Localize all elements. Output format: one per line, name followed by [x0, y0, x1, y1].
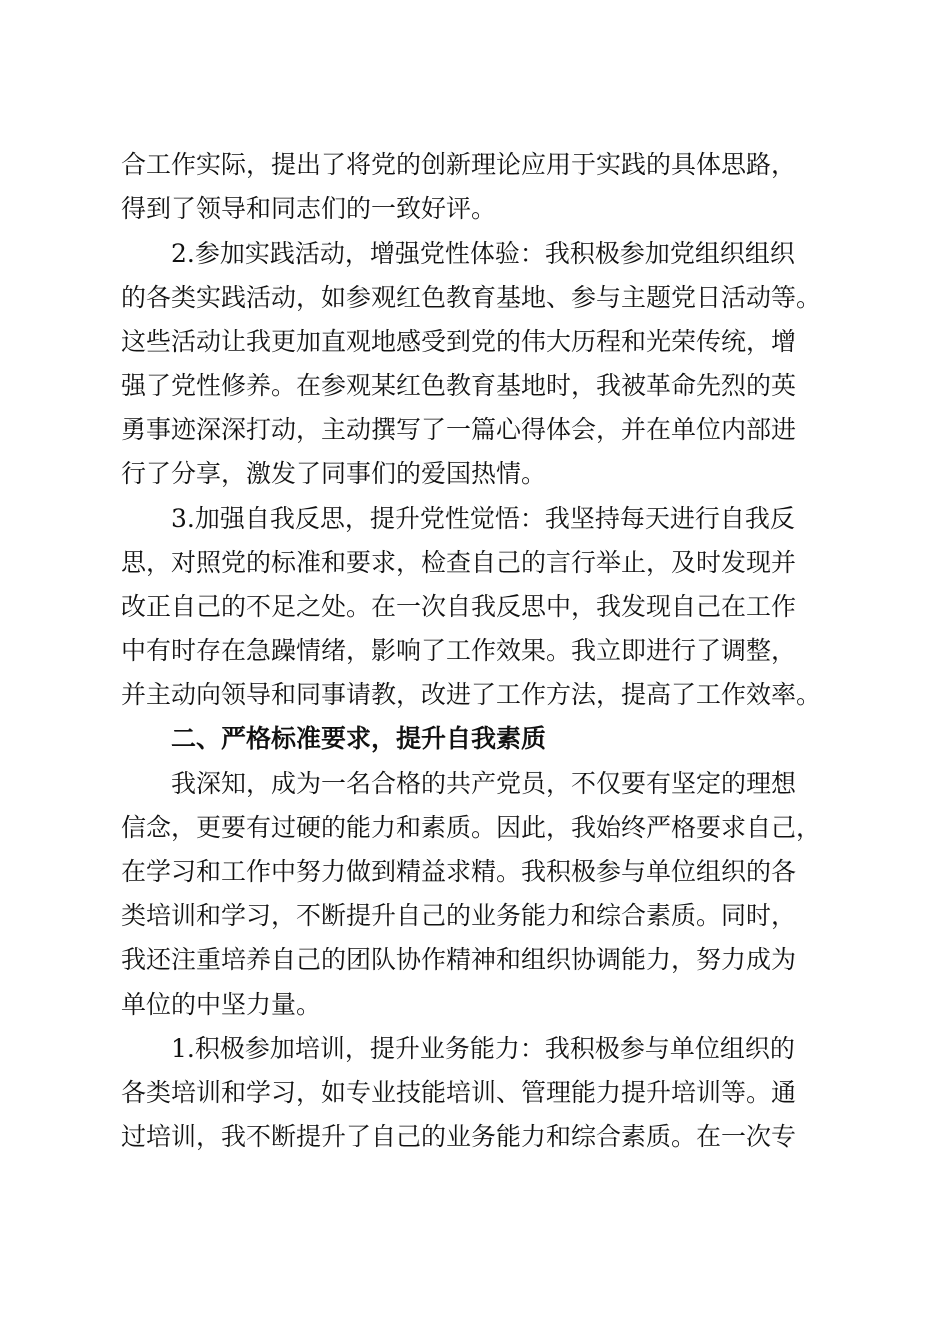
- section-heading: 二、严格标准要求，提升自我素质: [171, 724, 547, 753]
- text-line: 2.参加实践活动，增强党性体验：我积极参加党组织组织: [171, 239, 795, 268]
- text-line: 我深知，成为一名合格的共产党员，不仅要有坚定的理想: [171, 769, 797, 798]
- text-line: 得到了领导和同志们的一致好评。: [121, 194, 497, 223]
- text-line: 类培训和学习，不断提升自己的业务能力和综合素质。同时，: [121, 901, 797, 930]
- text-line: 思，对照党的标准和要求，检查自己的言行举止，及时发现并: [121, 548, 797, 577]
- text-line: 单位的中坚力量。: [121, 990, 322, 1019]
- text-line: 这些活动让我更加直观地感受到党的伟大历程和光荣传统，增: [121, 327, 797, 356]
- text-line: 信念，更要有过硬的能力和素质。因此，我始终严格要求自己，: [121, 813, 822, 842]
- text-line: 合工作实际，提出了将党的创新理论应用于实践的具体思路，: [121, 150, 797, 179]
- text-line: 并主动向领导和同事请教，改进了工作方法，提高了工作效率。: [121, 680, 822, 709]
- text-line: 改正自己的不足之处。在一次自我反思中，我发现自己在工作: [121, 592, 797, 621]
- text-line: 过培训，我不断提升了自己的业务能力和综合素质。在一次专: [121, 1122, 797, 1151]
- text-line: 勇事迹深深打动，主动撰写了一篇心得体会，并在单位内部进: [121, 415, 797, 444]
- text-line: 在学习和工作中努力做到精益求精。我积极参与单位组织的各: [121, 857, 797, 886]
- text-line: 行了分享，激发了同事们的爱国热情。: [121, 459, 547, 488]
- text-line: 强了党性修养。在参观某红色教育基地时，我被革命先烈的英: [121, 371, 797, 400]
- text-line: 各类培训和学习，如专业技能培训、管理能力提升培训等。通: [121, 1078, 797, 1107]
- text-line: 的各类实践活动，如参观红色教育基地、参与主题党日活动等。: [121, 283, 822, 312]
- text-line: 我还注重培养自己的团队协作精神和组织协调能力，努力成为: [121, 945, 797, 974]
- text-line: 中有时存在急躁情绪，影响了工作效果。我立即进行了调整，: [121, 636, 797, 665]
- text-line: 3.加强自我反思，提升党性觉悟：我坚持每天进行自我反: [171, 504, 795, 533]
- text-line: 1.积极参加培训，提升业务能力：我积极参与单位组织的: [171, 1034, 795, 1063]
